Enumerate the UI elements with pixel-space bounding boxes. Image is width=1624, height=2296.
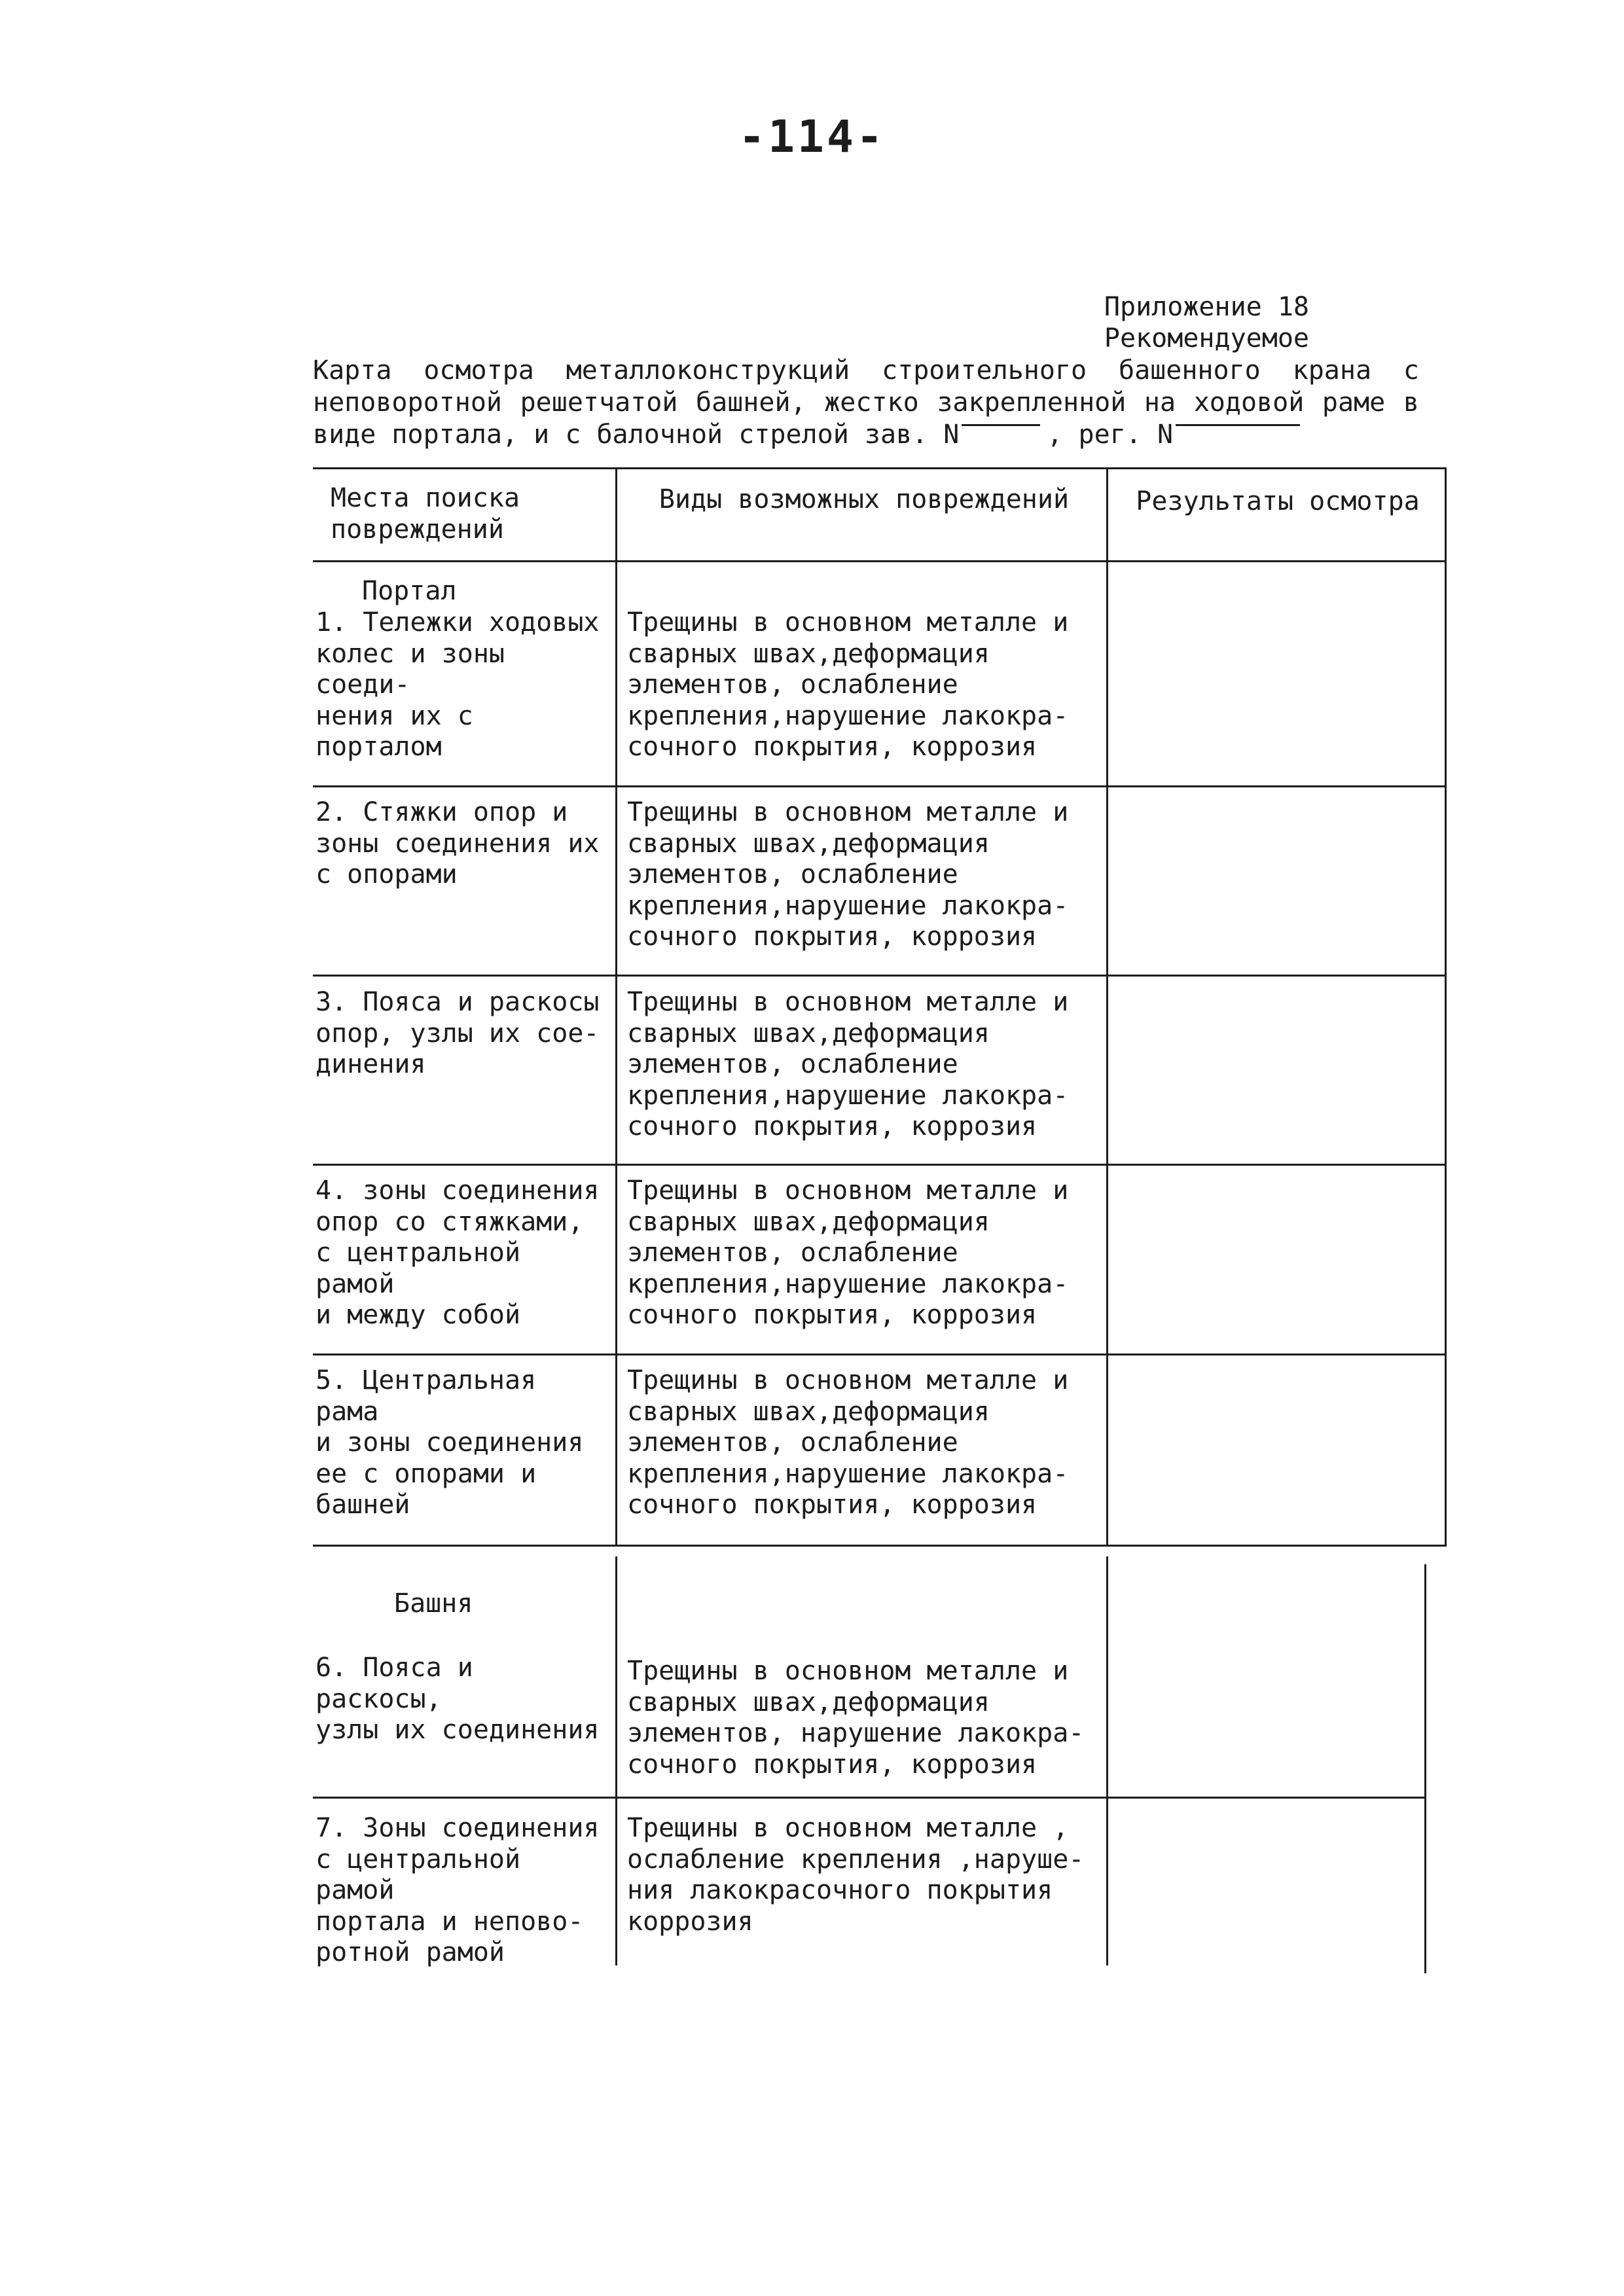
appendix-number: Приложение 18	[1104, 292, 1309, 322]
title-word: на	[1144, 387, 1176, 418]
title-word: раме	[1322, 387, 1386, 418]
appendix-note	[1021, 291, 1309, 354]
row-7-place: 7. Зоны соединения с центральной рамой портала и непово- ротной рамой	[316, 1813, 600, 1967]
row-2-place: 2. Стяжки опор и зоны соединения их с опорами	[316, 797, 600, 889]
title-line-3-reg: , рег. N	[1047, 420, 1174, 450]
title-word: в	[1403, 387, 1419, 418]
header-damage-types: Виды возможных повреждений	[659, 484, 1070, 514]
row-divider	[313, 975, 1447, 977]
title-line-1	[313, 355, 1419, 387]
row-divider	[313, 1797, 1426, 1799]
title-line-2	[313, 387, 1419, 419]
title-word: закрепленной	[937, 387, 1127, 418]
title-word: строительного	[882, 355, 1087, 386]
column-divider	[615, 467, 617, 1545]
title-word: неповоротной	[313, 387, 502, 418]
table-right-border	[1445, 467, 1447, 1545]
title-word: башенного	[1119, 355, 1261, 386]
section-title-tower: Башня	[394, 1588, 473, 1619]
table-top-border	[313, 467, 1447, 469]
row-4-place: 4. зоны соединения опор со стяжками, с центральной рамой и между собой	[316, 1175, 600, 1330]
row-divider	[313, 1164, 1447, 1166]
header-bottom-border	[313, 560, 1447, 562]
row-3-place: 3. Пояса и раскосы опор, узлы их сое- динения	[316, 987, 600, 1079]
row-divider	[313, 1354, 1447, 1355]
row-6-damage: Трещины в основном металле и сварных швах,деформация элементов, нарушение лакокра- сочного покрытия, коррозия	[627, 1656, 1085, 1780]
header-inspection-results: Результаты осмотра	[1136, 486, 1420, 516]
title-line-3-start: виде портала, и с балочной стрелой зав. N	[313, 420, 960, 450]
row-divider	[313, 785, 1447, 787]
row-5-damage: Трещины в основном металле и сварных швах,деформация элементов, ослабление крепления,нарушение лакокра- сочного покрытия, коррозия	[627, 1365, 1069, 1520]
title-line-3	[313, 419, 1419, 451]
appendix-status: Рекомендуемое	[1104, 323, 1309, 353]
title-word: с	[1403, 355, 1419, 386]
title-word: крана	[1292, 355, 1372, 386]
column-divider	[615, 1556, 617, 1965]
page-number: -114-	[738, 111, 886, 163]
table-bottom-border	[313, 1545, 1447, 1547]
row-6-place: 6. Пояса и раскосы, узлы их соединения	[316, 1653, 600, 1745]
column-divider	[1106, 467, 1108, 1545]
row-2-damage: Трещины в основном металле и сварных швах,деформация элементов, ослабление крепления,нарушение лакокра- сочного покрытия, коррозия	[627, 797, 1069, 952]
row-5-place: 5. Центральная рама и зоны соединения ее с опорами и башней	[316, 1365, 584, 1520]
title-word: металлоконструкций	[566, 355, 850, 386]
title-word: осмотра	[424, 355, 534, 386]
row-7-damage: Трещины в основном металле , ослабление крепления ,наруше- ния лакокрасочного покрытия коррозия	[627, 1813, 1085, 1937]
row-3-damage: Трещины в основном металле и сварных швах,деформация элементов, ослабление крепления,нарушение лакокра- сочного покрытия, коррозия	[627, 987, 1069, 1141]
title-word: решетчатой	[520, 387, 678, 418]
title-word: жестко	[824, 387, 919, 418]
row-1-place: 1. Тележки ходовых колес и зоны соеди- нения их с порталом	[316, 607, 600, 762]
table-right-border	[1424, 1564, 1426, 1973]
registration-number-blank	[1176, 419, 1300, 426]
title-word: ходовой	[1193, 387, 1305, 418]
header-damage-locations: Места поиска повреждений	[331, 483, 520, 545]
title-word: башней,	[696, 387, 806, 418]
row-4-damage: Трещины в основном металле и сварных швах,деформация элементов, ослабление крепления,нарушение лакокра- сочного покрытия, коррозия	[627, 1175, 1069, 1330]
title-word: Карта	[313, 355, 392, 386]
row-1-damage: Трещины в основном металле и сварных швах,деформация элементов, ослабление крепления,нарушение лакокра- сочного покрытия, коррозия	[627, 607, 1069, 762]
factory-number-blank	[962, 419, 1040, 426]
column-divider	[1106, 1556, 1108, 1965]
section-title-portal: Портал	[362, 576, 457, 606]
document-title	[313, 355, 1419, 451]
